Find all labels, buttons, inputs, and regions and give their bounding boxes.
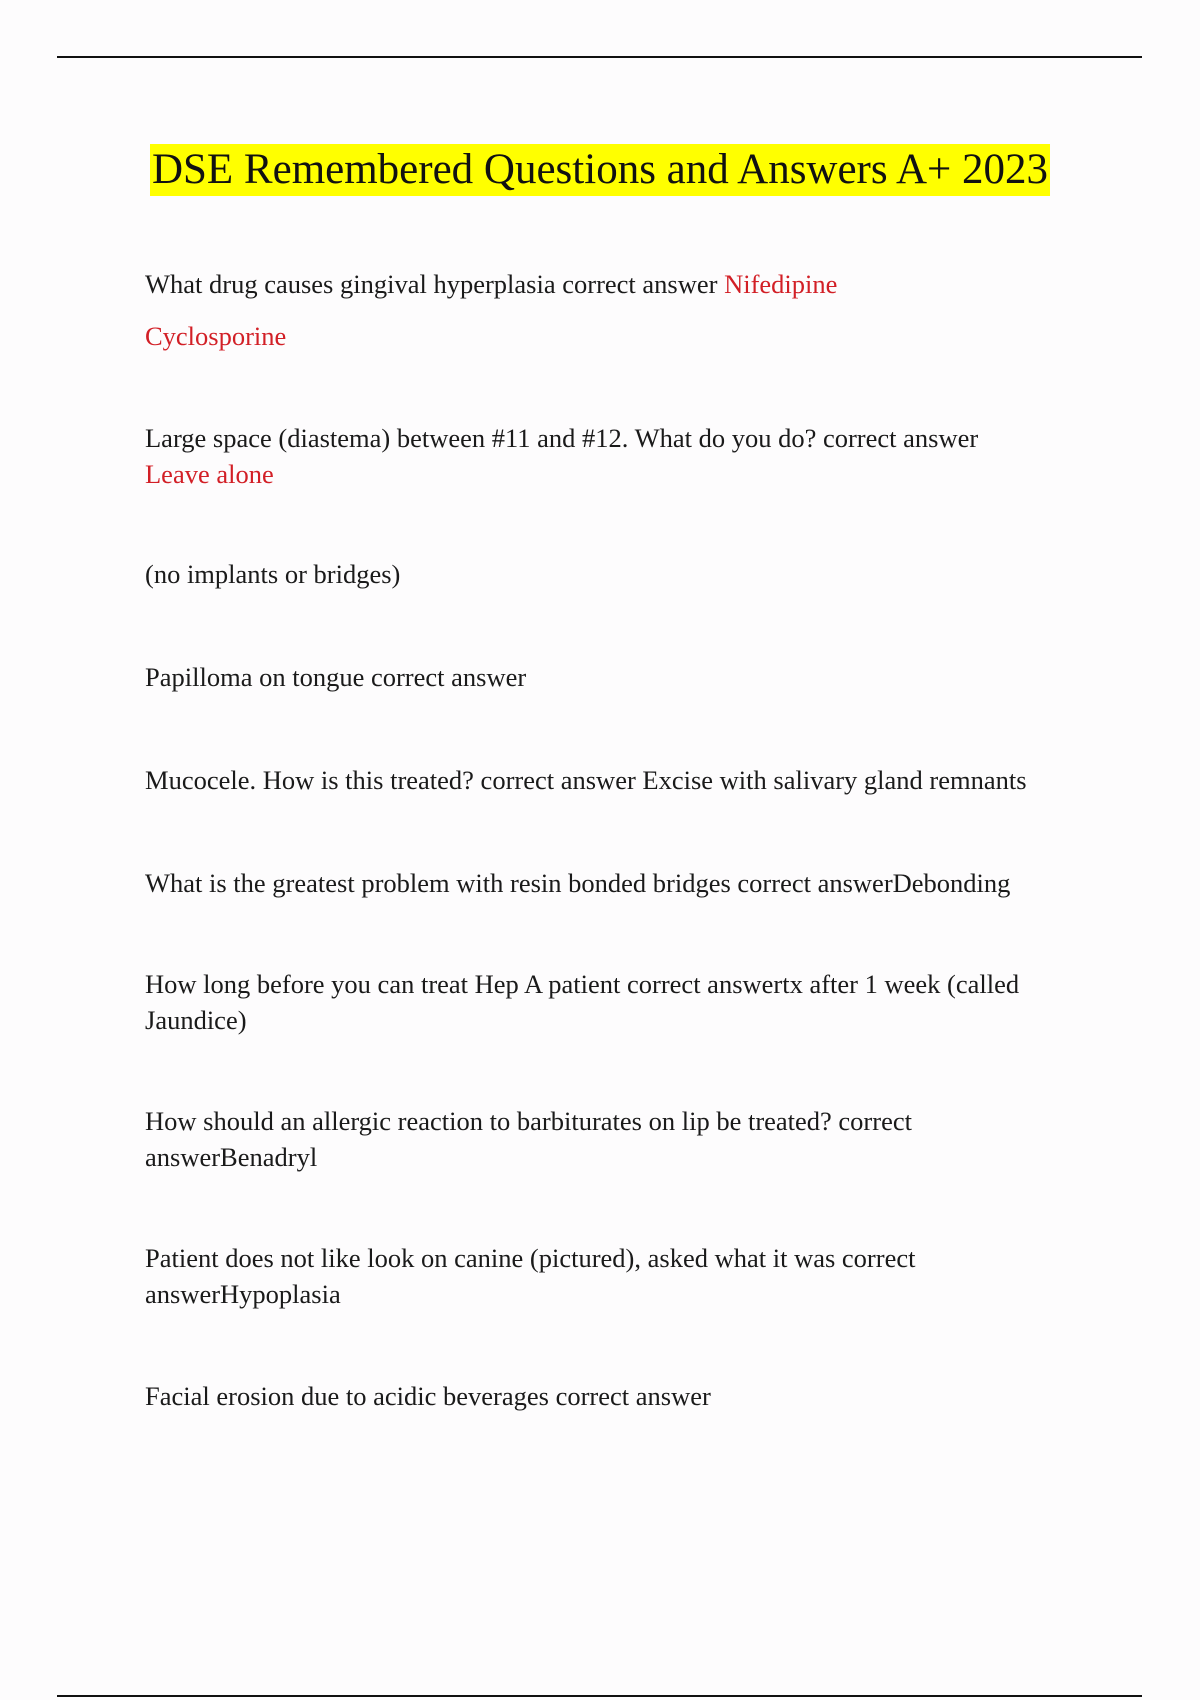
bottom-rule (57, 1695, 1142, 1697)
qa-item-7: How long before you can treat Hep A patient correct answertx after 1 week (called Jaundice) (145, 969, 1020, 1035)
answer-text-continued: Cyclosporine (145, 321, 287, 351)
qa-item-8: How should an allergic reaction to barbiturates on lip be treated? correct answerBenadryl (145, 1106, 912, 1172)
qa-item-5: Mucocele. How is this treated? correct answer Excise with salivary gland remnants (145, 765, 1027, 795)
question-text: What drug causes gingival hyperplasia correct answer (145, 269, 725, 299)
qa-item-10: Facial erosion due to acidic beverages correct answer (145, 1381, 711, 1411)
qa-item-2 (145, 420, 1090, 492)
top-rule (57, 56, 1142, 58)
document-title: DSE Remembered Questions and Answers A+ 2023 (150, 144, 1050, 196)
answer-text: Nifedipine (724, 269, 838, 299)
title-container (0, 144, 1200, 196)
qa-item-6: What is the greatest problem with resin bonded bridges correct answerDebonding (145, 868, 1011, 898)
question-text: Large space (diastema) between #11 and #12. What do you do? correct answer (145, 423, 979, 453)
qa-item-3: (no implants or bridges) (145, 559, 401, 589)
qa-item-1 (145, 266, 1090, 302)
answer-text: Leave alone (145, 459, 274, 489)
qa-item-9: Patient does not like look on canine (pictured), asked what it was correct answerHypoplasia (145, 1243, 916, 1309)
qa-item-4: Papilloma on tongue correct answer (145, 662, 527, 692)
